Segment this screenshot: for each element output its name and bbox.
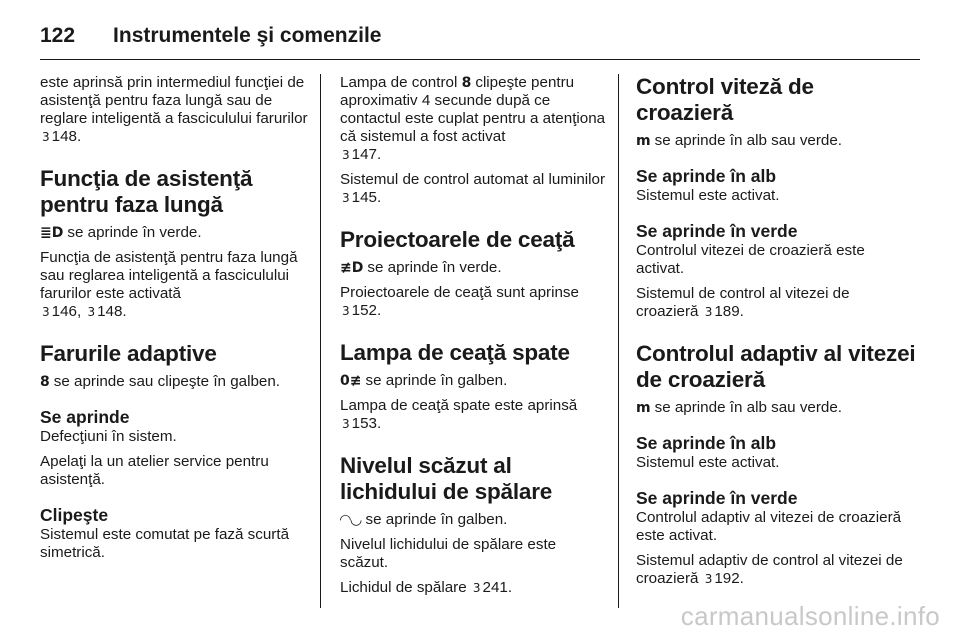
paragraph: ≢D se aprinde în verde.: [340, 259, 502, 276]
page-reference[interactable]: 241.: [482, 579, 513, 596]
section-heading: Nivelul scăzut al lichidului de spălare: [340, 453, 553, 504]
page-reference-arrow-icon: 3: [472, 581, 481, 595]
paragraph: Sistemul de control al vitezei de croazieră 3 189.: [636, 285, 850, 320]
paragraph: este aprinsă prin intermediul funcţiei de asistenţă pentru faza lungă sau de reglare inteligentă a fasciculului farurilor 3 148.: [40, 74, 308, 145]
washer-fluid-icon: ◠◡: [340, 512, 362, 528]
column-2: [340, 74, 608, 604]
paragraph: ≣D se aprinde în verde.: [40, 224, 202, 241]
page-reference-arrow-icon: 3: [342, 191, 350, 205]
paragraph: m se aprinde în alb sau verde.: [636, 132, 843, 149]
subsection-heading: Se aprinde în alb: [636, 433, 777, 453]
header-rule: [40, 59, 920, 60]
paragraph: 0≢ se aprinde în galben.: [340, 372, 508, 389]
cruise-control-icon: m: [636, 133, 651, 149]
page-header: [40, 16, 920, 56]
page-reference[interactable]: 189.: [714, 303, 744, 320]
page-reference-arrow-icon: 3: [42, 130, 50, 144]
page-reference[interactable]: 147.: [351, 146, 382, 163]
paragraph: Funcţia de asistenţă pentru faza lungă sau reglarea inteligentă a fasciculului farurilor este activată 3 146, 3 148.: [40, 249, 298, 320]
paragraph: Lichidul de spălare 3 241.: [340, 579, 513, 596]
paragraph: Nivelul lichidului de spălare este scăzut.: [340, 536, 557, 571]
paragraph: Proiectoarele de ceaţă sunt aprinse 3 152.: [340, 284, 579, 319]
paragraph: Lampa de ceaţă spate este aprinsă 3 153.: [340, 397, 578, 432]
subsection-heading: Clipeşte: [40, 505, 109, 525]
page-reference-arrow-icon: 3: [342, 417, 350, 431]
subsection-heading: Se aprinde: [40, 407, 130, 427]
page-reference[interactable]: 146,: [51, 303, 82, 320]
page-title: Instrumentele şi comenzile: [113, 24, 382, 47]
page-reference-arrow-icon: 3: [342, 304, 350, 318]
paragraph: Controlul vitezei de croazieră este activat.: [636, 242, 865, 277]
paragraph: Sistemul este activat.: [636, 454, 780, 471]
section-heading: Lampa de ceaţă spate: [340, 340, 570, 365]
paragraph: Defecţiuni în sistem.: [40, 428, 177, 445]
adaptive-cruise-control-icon: m: [636, 400, 651, 416]
column-divider: [618, 74, 619, 608]
paragraph: Sistemul adaptiv de control al vitezei de croazieră 3 192.: [636, 552, 903, 587]
paragraph: ◠◡ se aprinde în galben.: [340, 511, 508, 528]
rear-fog-lamp-icon: 0≢: [340, 373, 362, 389]
section-heading: Controlul adaptiv al vitezei de croazieră: [636, 341, 916, 392]
paragraph: Sistemul este comutat pe fază scurtă simetrică.: [40, 526, 290, 561]
paragraph: Lampa de control 8 clipeşte pentru aproximativ 4 secunde după ce contactul este cuplat pentru a atenţiona că sistemul a fost activat 3 147.: [340, 74, 606, 163]
page-reference[interactable]: 148.: [51, 128, 82, 145]
section-heading: Proiectoarele de ceaţă: [340, 227, 575, 252]
page-reference[interactable]: 152.: [351, 302, 382, 319]
column-1: [40, 74, 308, 569]
page-reference-arrow-icon: 3: [704, 572, 713, 586]
subsection-heading: Se aprinde în alb: [636, 166, 777, 186]
section-heading: Farurile adaptive: [40, 341, 217, 366]
high-beam-assist-icon: ≣D: [40, 225, 64, 241]
paragraph: Controlul adaptiv al vitezei de croazieră este activat.: [636, 509, 902, 544]
watermark: carmanualsonline.info: [680, 601, 940, 631]
paragraph: Sistemul este activat.: [636, 187, 780, 204]
paragraph: Apelaţi la un atelier service pentru asistenţă.: [40, 453, 269, 488]
adaptive-lights-icon: 8: [40, 374, 50, 390]
paragraph: m se aprinde în alb sau verde.: [636, 399, 843, 416]
adaptive-lights-icon: 8: [461, 75, 472, 91]
page-reference[interactable]: 192.: [714, 570, 744, 587]
front-fog-lamp-icon: ≢D: [340, 260, 364, 276]
page-reference-arrow-icon: 3: [42, 305, 50, 319]
page-number: 122: [40, 24, 76, 47]
subsection-heading: Se aprinde în verde: [636, 488, 798, 508]
subsection-heading: Se aprinde în verde: [636, 221, 798, 241]
column-3: [636, 74, 916, 595]
page-reference[interactable]: 153.: [351, 415, 382, 432]
page-reference[interactable]: 145.: [351, 189, 382, 206]
column-divider: [320, 74, 321, 608]
page-reference[interactable]: 148.: [97, 303, 127, 320]
section-heading: Funcţia de asistenţă pentru faza lungă: [40, 166, 253, 217]
paragraph: Sistemul de control automat al luminilor 3 145.: [340, 171, 606, 206]
page-reference-arrow-icon: 3: [704, 305, 713, 319]
page-reference-arrow-icon: 3: [342, 148, 350, 162]
section-heading: Control viteză de croazieră: [636, 74, 814, 125]
page-reference-arrow-icon: 3: [87, 305, 96, 319]
paragraph: 8 se aprinde sau clipeşte în galben.: [40, 373, 281, 390]
